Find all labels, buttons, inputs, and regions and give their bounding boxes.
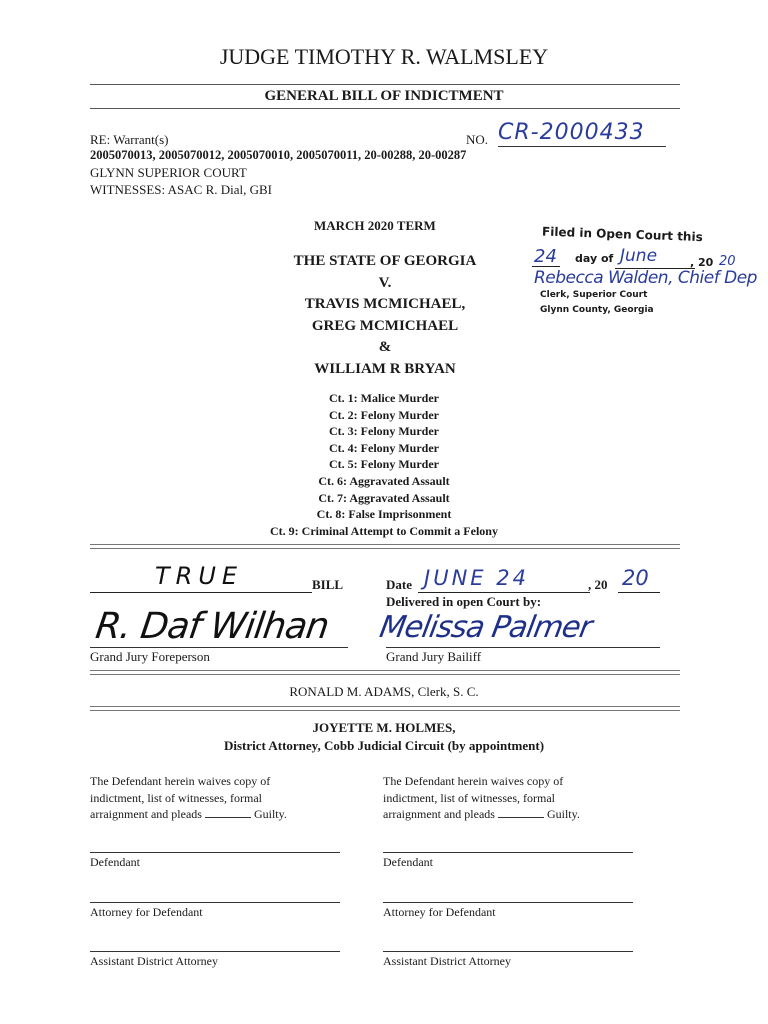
waiver-line: The Defendant herein waives copy of: [90, 774, 271, 788]
foreperson-signature-line: [90, 647, 348, 648]
versus: V.: [378, 274, 392, 291]
bailiff-signature-line: [386, 647, 660, 648]
attorney-line-right: [383, 902, 633, 903]
waiver-guilty: Guilty.: [253, 807, 287, 821]
count-item: Ct. 7: Aggravated Assault: [318, 490, 450, 505]
bailiff-label: Grand Jury Bailiff: [386, 649, 482, 664]
date-handwritten: JUNE 24: [424, 566, 529, 590]
filing-year-prefix: , 20: [690, 256, 714, 269]
clerk-name: RONALD M. ADAMS, Clerk, S. C.: [289, 684, 479, 699]
foreperson-label: Grand Jury Foreperson: [90, 649, 210, 664]
date-year-prefix: , 20: [588, 577, 608, 592]
defendant-line-right: [383, 852, 633, 853]
defendant-1: TRAVIS MCMICHAEL,: [304, 296, 466, 312]
date-year-line: [618, 592, 660, 593]
defendant-label-left: Defendant: [90, 855, 140, 869]
court-name: GLYNN SUPERIOR COURT: [90, 165, 247, 180]
ada-label-left: Assistant District Attorney: [90, 954, 218, 968]
count-item: Ct. 2: Felony Murder: [329, 407, 439, 422]
ampersand: &: [378, 339, 392, 355]
waiver-line: arraignment and pleads: [383, 807, 495, 821]
district-attorney-title: District Attorney, Cobb Judicial Circuit (by appointment): [223, 738, 545, 753]
filing-day: 24: [534, 246, 557, 267]
filing-stamp-title: Filed in Open Court this: [541, 224, 703, 245]
count-item: Ct. 6: Aggravated Assault: [318, 473, 450, 488]
waiver-guilty: Guilty.: [546, 807, 580, 821]
ada-line-right: [383, 951, 633, 952]
date-line: [418, 592, 590, 593]
ada-line-left: [90, 951, 340, 952]
separator-3: [90, 706, 680, 711]
judge-name: JUDGE TIMOTHY R. WALMSLEY: [219, 44, 549, 69]
count-item: Ct. 1: Malice Murder: [329, 391, 439, 405]
filing-day-line: [532, 266, 560, 267]
separator-2: [90, 670, 680, 675]
filing-year: 20: [719, 254, 736, 269]
count-item: Ct. 5: Felony Murder: [329, 457, 439, 472]
waiver-left: [90, 773, 287, 823]
bailiff-signature: Melissa Palmer: [376, 610, 595, 645]
defendant-line-left: [90, 852, 340, 853]
clerk-signature: Rebecca Walden, Chief Dep: [534, 268, 757, 288]
waiver-line: arraignment and pleads: [90, 807, 202, 821]
attorney-line-left: [90, 902, 340, 903]
document-title: GENERAL BILL OF INDICTMENT: [264, 88, 504, 104]
date-year-handwritten: 20: [622, 566, 649, 590]
ada-label-right: Assistant District Attorney: [383, 954, 511, 968]
filing-county: Glynn County, Georgia: [540, 305, 654, 315]
attorney-label-left: Attorney for Defendant: [90, 905, 203, 919]
count-item: Ct. 4: Felony Murder: [329, 440, 439, 455]
header-rule-top: [90, 84, 680, 85]
bill-line: [90, 592, 312, 593]
case-caption: [240, 251, 530, 380]
count-item: Ct. 8: False Imprisonment: [316, 507, 452, 522]
filing-month: June: [620, 246, 658, 266]
witnesses: WITNESSES: ASAC R. Dial, GBI: [90, 182, 273, 197]
header-rule-bottom: [90, 108, 680, 109]
count-item: Ct. 3: Felony Murder: [329, 424, 439, 439]
filing-clerk-title: Clerk, Superior Court: [540, 290, 648, 300]
re-label: RE: Warrant(s): [90, 132, 169, 147]
counts-list: [234, 390, 534, 539]
waiver-line: indictment, list of witnesses, formal: [90, 790, 262, 805]
count-item: Ct. 9: Criminal Attempt to Commit a Felony: [270, 523, 498, 538]
separator-1: [90, 544, 680, 549]
state-name: THE STATE OF GEORGIA: [293, 253, 477, 269]
date-label: Date: [386, 577, 412, 592]
term: MARCH 2020 TERM: [314, 218, 436, 233]
warrant-numbers: 2005070013, 2005070012, 2005070010, 2005070011, 20-00288, 20-00287: [90, 148, 467, 162]
defendant-label-right: Defendant: [383, 855, 433, 869]
case-number-line: [498, 146, 666, 147]
waiver-line: The Defendant herein waives copy of: [383, 774, 564, 788]
waiver-line: indictment, list of witnesses, formal: [383, 790, 555, 805]
bill-label: BILL: [312, 577, 344, 592]
waiver-right: [383, 773, 580, 823]
district-attorney-name: JOYETTE M. HOLMES,: [312, 720, 456, 735]
attorney-label-right: Attorney for Defendant: [383, 905, 496, 919]
defendant-2: GREG MCMICHAEL: [311, 317, 459, 334]
case-number: CR-2000433: [498, 120, 645, 145]
filing-day-of: day of: [575, 252, 614, 265]
true-bill-handwritten: TRUE: [155, 562, 244, 590]
filing-stamp: [541, 224, 742, 245]
defendant-3: WILLIAM R BRYAN: [314, 360, 456, 377]
foreperson-signature: R. Daf Wilhan: [93, 606, 331, 647]
case-no-label: NO.: [466, 132, 489, 147]
delivered-label: Delivered in open Court by:: [386, 594, 542, 609]
